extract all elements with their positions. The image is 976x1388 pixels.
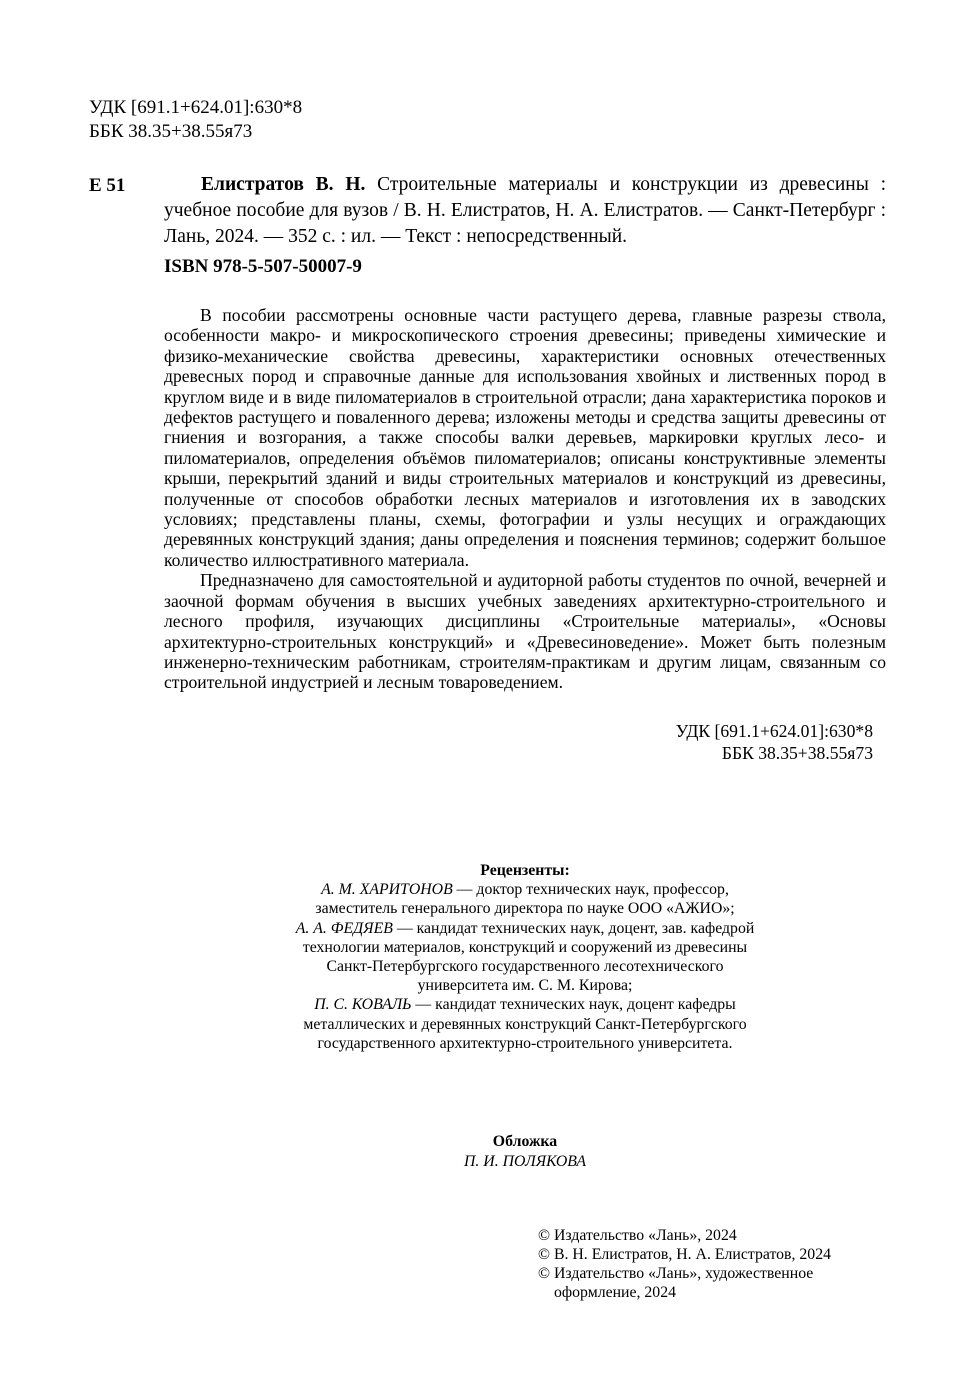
reviewer-line: металлических и деревянных конструкций Санкт-Петербургского [303, 1015, 747, 1033]
reviewer-name: А. А. ФЕДЯЕВ [295, 919, 393, 937]
cover-designer: П. И. ПОЛЯКОВА [464, 1153, 586, 1170]
bibliographic-description: Строительные материалы и конструкции из древесины : учебное пособие для вузов / В. Н. Елистратов, Н. А. Елистратов. — Санкт-Петербург : Лань, 2024. — 352 с. : ил. — Текст : непосредственный. [164, 174, 887, 247]
reviewer-line: технологии материалов, конструкций и сооружений из древесины [302, 938, 748, 956]
isbn: ISBN 978-5-507-50007-9 [164, 256, 362, 277]
reviewer-line: университета им. С. М. Кирова; [417, 977, 633, 995]
copyright-line: © В. Н. Елистратов, Н. А. Елистратов, 2024 [538, 1246, 831, 1263]
udk-code: УДК [691.1+624.01]:630*8 [89, 97, 303, 118]
reviewer-name: П. С. КОВАЛЬ [314, 996, 412, 1014]
bbk-code: ББК 38.35+38.55я73 [721, 743, 873, 763]
bibliographic-entry [164, 172, 886, 250]
copyright-block [538, 1226, 868, 1302]
copyright-line: © Издательство «Лань», 2024 [538, 1227, 737, 1244]
reviewer-line [220, 919, 830, 938]
reviewer-line: государственного архитектурно-строительного университета. [317, 1034, 733, 1052]
udk-code: УДК [691.1+624.01]:630*8 [675, 721, 873, 741]
bbk-code: ББК 38.35+38.55я73 [89, 121, 253, 142]
annotation-paragraph: Предназначено для самостоятельной и аудиторной работы студентов по очной, вечерней и заочной формам обучения в высших учебных заведениях архитектурно-строительного и лесного профиля, изучающих дисциплины «Строительные материалы», «Основы архитектурно-строительных конструкций» и «Древесиноведение». Может быть полезным инженерно-техническим работникам, строителям-практикам и другим лицам, связанным со строительной индустрией и лесным товароведением. [164, 570, 886, 693]
reviewers-title: Рецензенты: [480, 862, 570, 879]
author-name: Елистратов В. Н. [201, 174, 366, 195]
reviewer-credentials: — кандидат технических наук, доцент кафедры [411, 996, 736, 1014]
copyright-line: © Издательство «Лань», художественное оформление, 2024 [538, 1265, 814, 1301]
cover-title: Обложка [492, 1133, 558, 1150]
classification-footer [600, 720, 873, 764]
reviewer-credentials: — доктор технических наук, профессор, [452, 881, 729, 899]
reviewer-credentials: — кандидат технических наук, доцент, зав. кафедрой [392, 919, 755, 937]
cover-credit [350, 1132, 700, 1172]
reviewer-line: Санкт-Петербургского государственного лесотехнического [326, 958, 724, 976]
classification-header [89, 96, 302, 144]
reviewer-line [220, 880, 830, 899]
reviewer-name: А. М. ХАРИТОНОВ [321, 881, 453, 899]
annotation [164, 305, 886, 693]
reviewer-line: заместитель генерального директора по науке ООО «АЖИО»; [315, 900, 735, 918]
reviewer-line [220, 995, 830, 1014]
author-mark: Е 51 [89, 175, 126, 196]
reviewers-block [220, 861, 830, 1053]
annotation-paragraph: В пособии рассмотрены основные части растущего дерева, главные разрезы ствола, особенности макро- и микроскопического строения древесины; приведены химические и физико-механические свойства древесины, характеристики основных отечественных древесных пород и справочные данные для использования хвойных и лиственных пород в круглом виде и в виде пиломатериалов в строительной отрасли; дана характеристика пороков и дефектов растущего и поваленного дерева; изложены методы и средства защиты древесины от гниения и возгорания, а также способы валки деревьев, маркировки круглых лесо- и пиломатериалов, определения объёмов пиломатериалов; описаны конструктивные элементы крыши, перекрытий зданий и виды строительных материалов и конструкций из древесины, полученные от способов обработки лесных материалов и изготовления их в заводских условиях; представлены планы, схемы, фотографии и узлы несущих и ограждающих деревянных конструкций здания; даны определения и пояснения терминов; содержит большое количество иллюстративного материала. [164, 305, 886, 570]
